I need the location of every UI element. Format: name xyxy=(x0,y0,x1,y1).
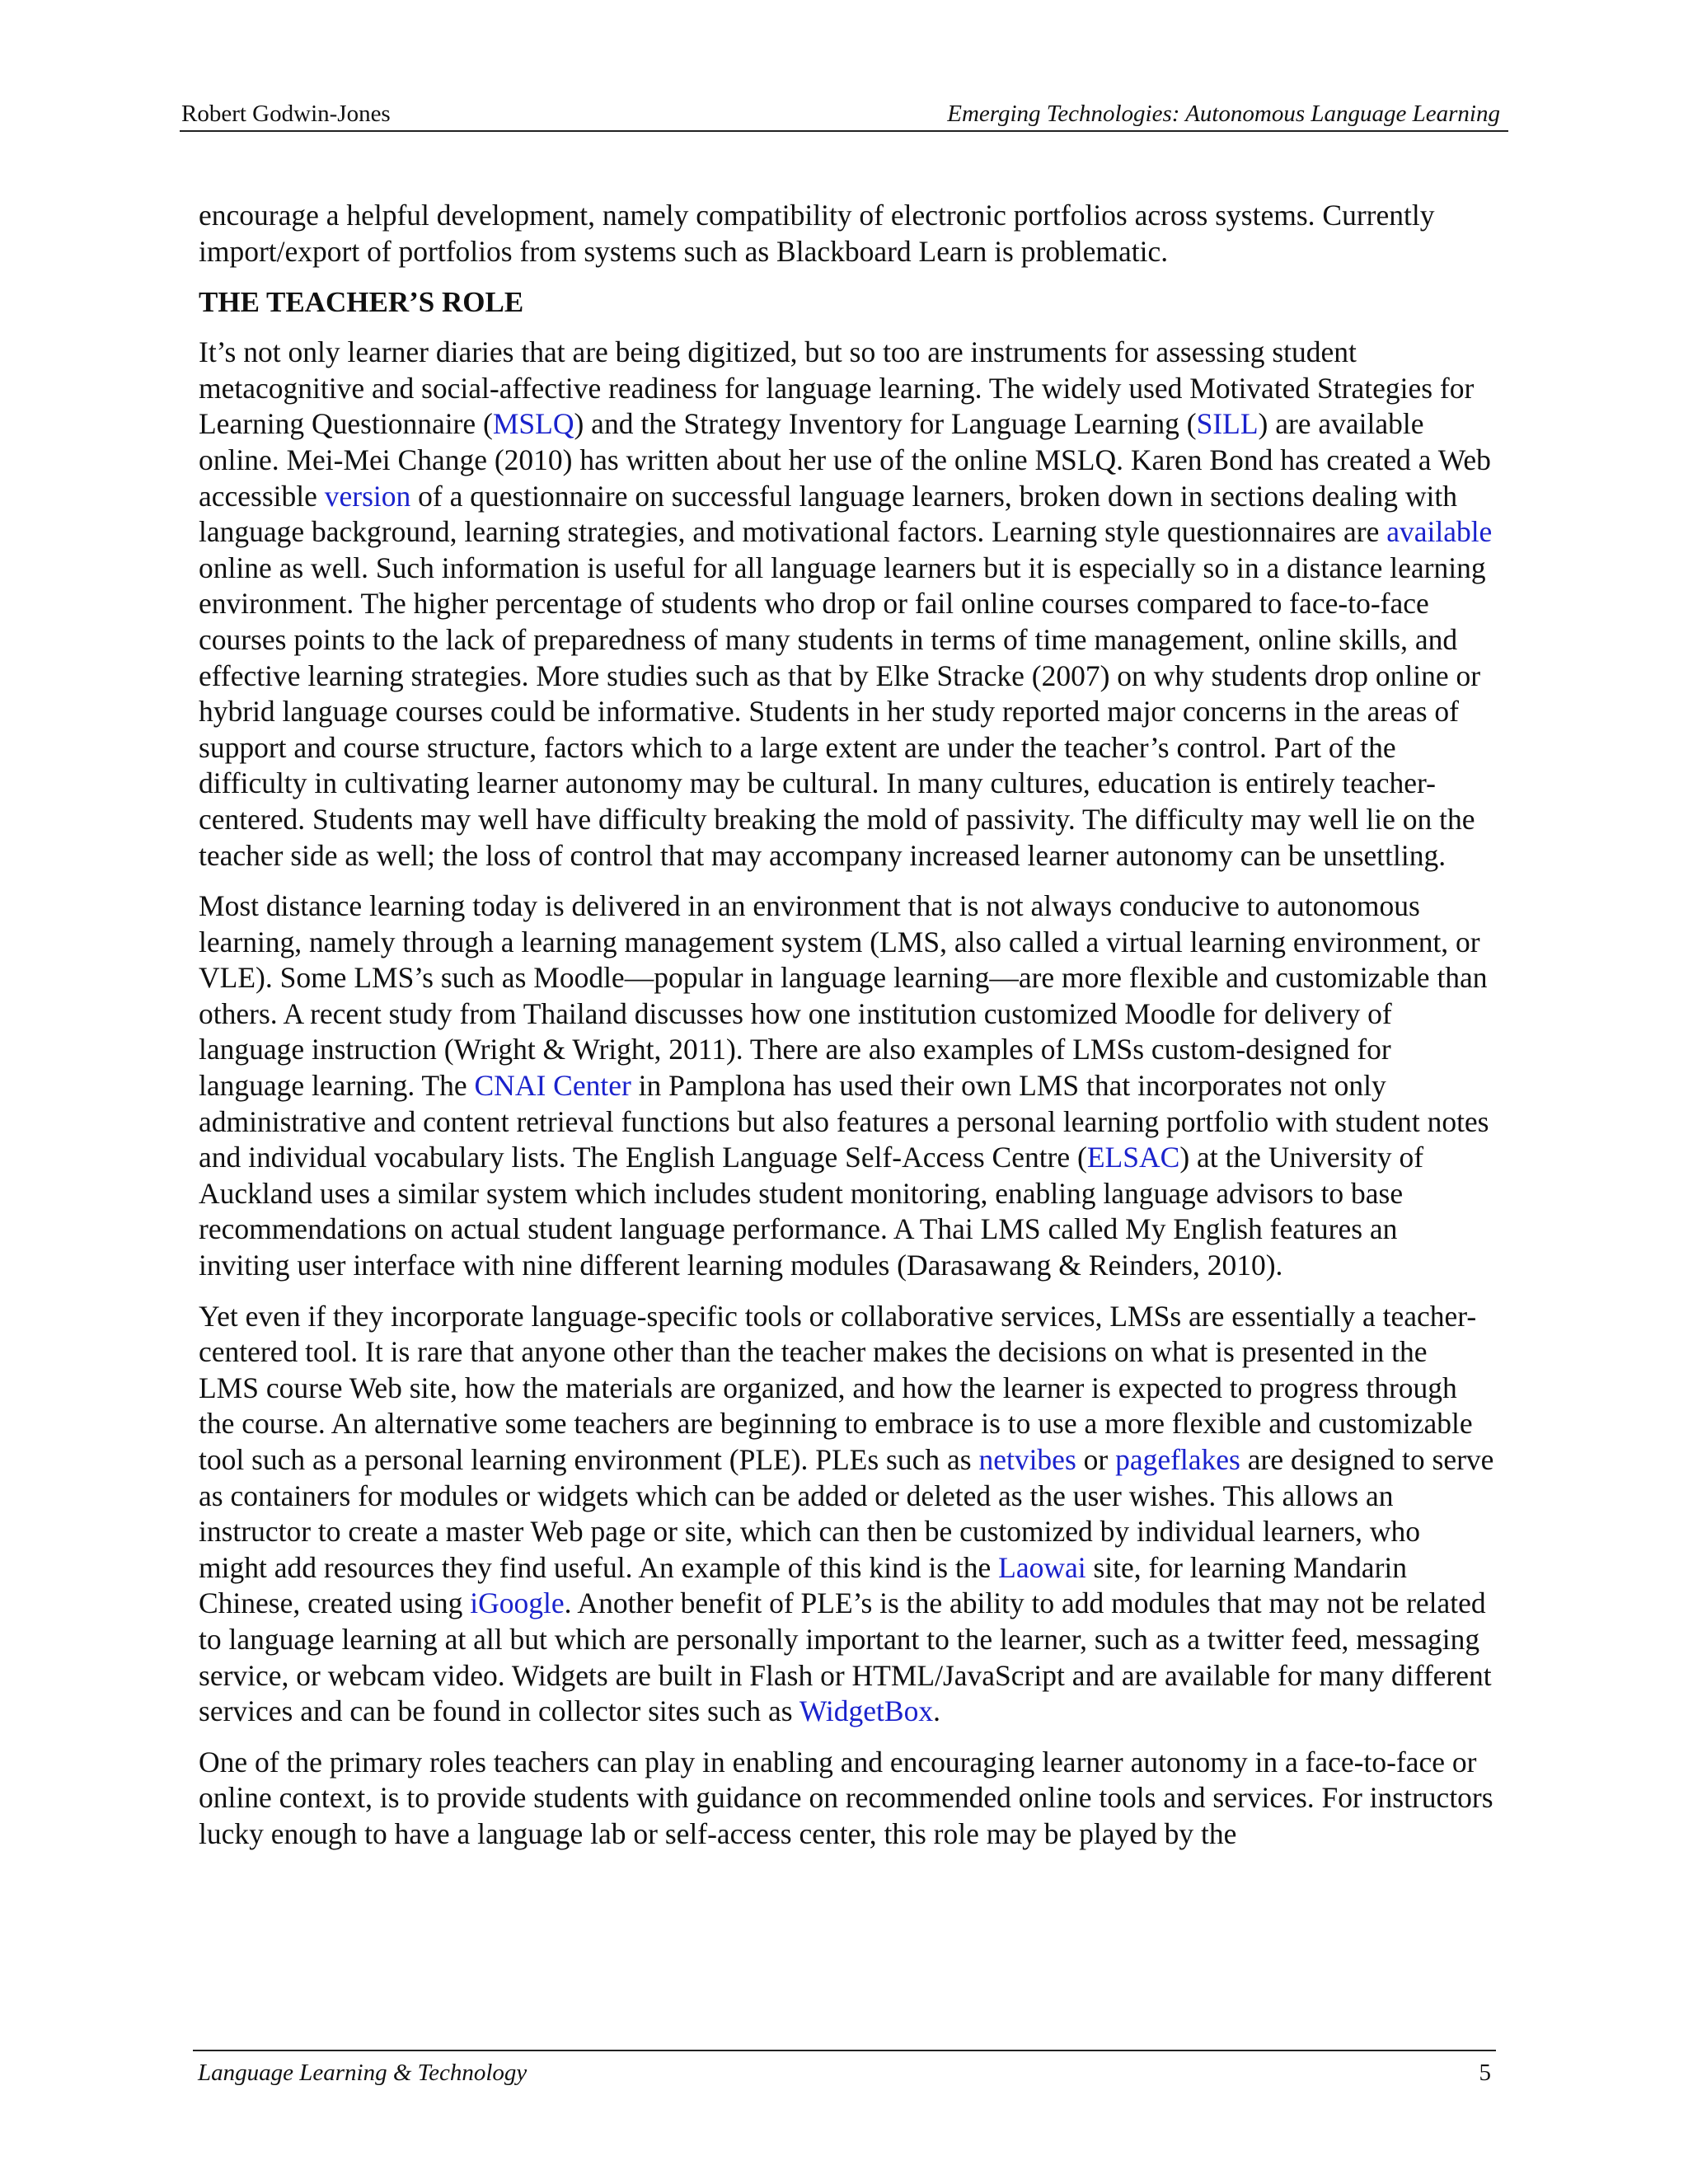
page-footer xyxy=(193,2050,1496,2094)
text-segment: encourage a helpful development, namely compatibility of electronic portfolios across systems. Currently import/export of portfolios from systems such as Blackboard Learn is problematic. xyxy=(199,199,1435,268)
text-segment: Most distance learning today is delivered in an environment that is not always conducive to autonomous learning, namely through a learning management system (LMS, also called a virtual learning environment, or VLE). Some LMS’s such as Moodle—popular in language learning—are more flexible and customizable than others. A recent study from Thailand discusses how one institution customized Moodle for delivery of language instruction (Wright & Wright, 2011). There are also examples of LMSs custom-designed for language learning. The xyxy=(199,889,1488,1103)
text-segment: site, for learning Mandarin Chinese, created using xyxy=(199,1550,1407,1620)
paragraph-2 xyxy=(199,888,1494,1284)
text-segment: ) at the University of Auckland uses a similar system which includes student monitoring, enabling language advisors to base recommendations on actual student language performance. A Thai LMS called My English features an inviting user interface with nine different learning modules (Darasawang & Reinders, 2010). xyxy=(199,1141,1424,1282)
header-title: Emerging Technologies: Autonomous Language Learning xyxy=(947,101,1500,127)
text-segment: online as well. Such information is useful for all language learners but it is especially so in a distance learning environment. The higher percentage of students who drop or fail online courses compared to face-to-face courses points to the lack of preparedness of many students in terms of time management, online skills, and effective learning strategies. More studies such as that by Elke Stracke (2007) on why students drop online or hybrid language courses could be informative. Students in her study reported major concerns in the areas of support and course structure, factors which to a large extent are under the teacher’s control. Part of the difficulty in cultivating learner autonomy may be cultural. In many cultures, education is entirely teacher-centered. Students may well have difficulty breaking the mold of passivity. The difficulty may well lie on the teacher side as well; the loss of control that may accompany increased learner autonomy can be unsettling. xyxy=(199,551,1486,872)
text-segment: It’s not only learner diaries that are being digitized, but so too are instruments for assessing student metacognitive and social-affective readiness for language learning. The widely used Motivated Strategies for Learning Questionnaire ( xyxy=(199,335,1475,441)
link-igoogle[interactable]: iGoogle xyxy=(470,1586,565,1620)
link-cnai-center[interactable]: CNAI Center xyxy=(474,1069,631,1103)
text-segment: . xyxy=(933,1694,940,1728)
text-segment: in Pamplona has used their own LMS that incorporates not only administrative and content retrieval functions but also features a personal learning portfolio with student notes and individual vocabulary lists. The English Language Self-Access Centre ( xyxy=(199,1069,1489,1174)
header-author: Robert Godwin-Jones xyxy=(181,101,391,127)
link-elsac[interactable]: ELSAC xyxy=(1086,1141,1180,1174)
paragraph-3 xyxy=(199,1299,1494,1730)
link-sill[interactable]: SILL xyxy=(1196,407,1259,441)
link-laowai[interactable]: Laowai xyxy=(998,1550,1086,1584)
text-segment: ) are available online. Mei-Mei Change (2010) has written about her use of the online MSLQ. Karen Bond has created a Web accessible xyxy=(199,407,1491,513)
paragraph-1 xyxy=(199,335,1494,874)
link-version[interactable]: version xyxy=(324,479,411,513)
link-widgetbox[interactable]: WidgetBox xyxy=(799,1694,934,1728)
text-segment: Yet even if they incorporate language-specific tools or collaborative services, LMSs are essentially a teacher-centered tool. It is rare that anyone other than the teacher makes the decisions on what is presented in the LMS course Web site, how the materials are organized, and how the learner is expected to progress through the course. An alternative some teachers are beginning to embrace is to use a more flexible and customizable tool such as a personal learning environment (PLE). PLEs such as xyxy=(199,1299,1477,1476)
text-segment: ) and the Strategy Inventory for Language Learning ( xyxy=(574,407,1197,441)
article-body xyxy=(199,198,1494,1868)
text-segment: or xyxy=(1076,1443,1116,1476)
link-pageflakes[interactable]: pageflakes xyxy=(1115,1443,1240,1476)
text-segment: One of the primary roles teachers can play in enabling and encouraging learner autonomy in a face-to-face or online context, is to provide students with guidance on recommended online tools and services. For instructors lucky enough to have a language lab or self-access center, this role may be played by the xyxy=(199,1745,1493,1850)
link-available[interactable]: available xyxy=(1386,515,1493,549)
text-segment: of a questionnaire on successful language learners, broken down in sections dealing with language background, learning strategies, and motivational factors. Learning style questionnaires are xyxy=(199,479,1458,549)
text-segment: . Another benefit of PLE’s is the ability to add modules that may not be related to language learning at all but which are personally important to the learner, such as a twitter feed, messaging service, or webcam video. Widgets are built in Flash or HTML/JavaScript and are available for many different services and can be found in collector sites such as xyxy=(199,1586,1492,1728)
page-header xyxy=(180,97,1508,132)
link-netvibes[interactable]: netvibes xyxy=(978,1443,1076,1476)
page-number: 5 xyxy=(1479,2060,1491,2086)
paragraph-intro xyxy=(199,198,1494,269)
paragraph-4 xyxy=(199,1745,1494,1853)
text-segment: are designed to serve as containers for modules or widgets which can be added or deleted as the user wishes. This allows an instructor to create a master Web page or site, which can then be customized by individual learners, who might add resources they find useful. An example of this kind is the xyxy=(199,1443,1494,1584)
link-mslq[interactable]: MSLQ xyxy=(492,407,574,441)
footer-journal: Language Learning & Technology xyxy=(198,2060,528,2086)
section-heading: THE TEACHER’S ROLE xyxy=(199,286,524,319)
